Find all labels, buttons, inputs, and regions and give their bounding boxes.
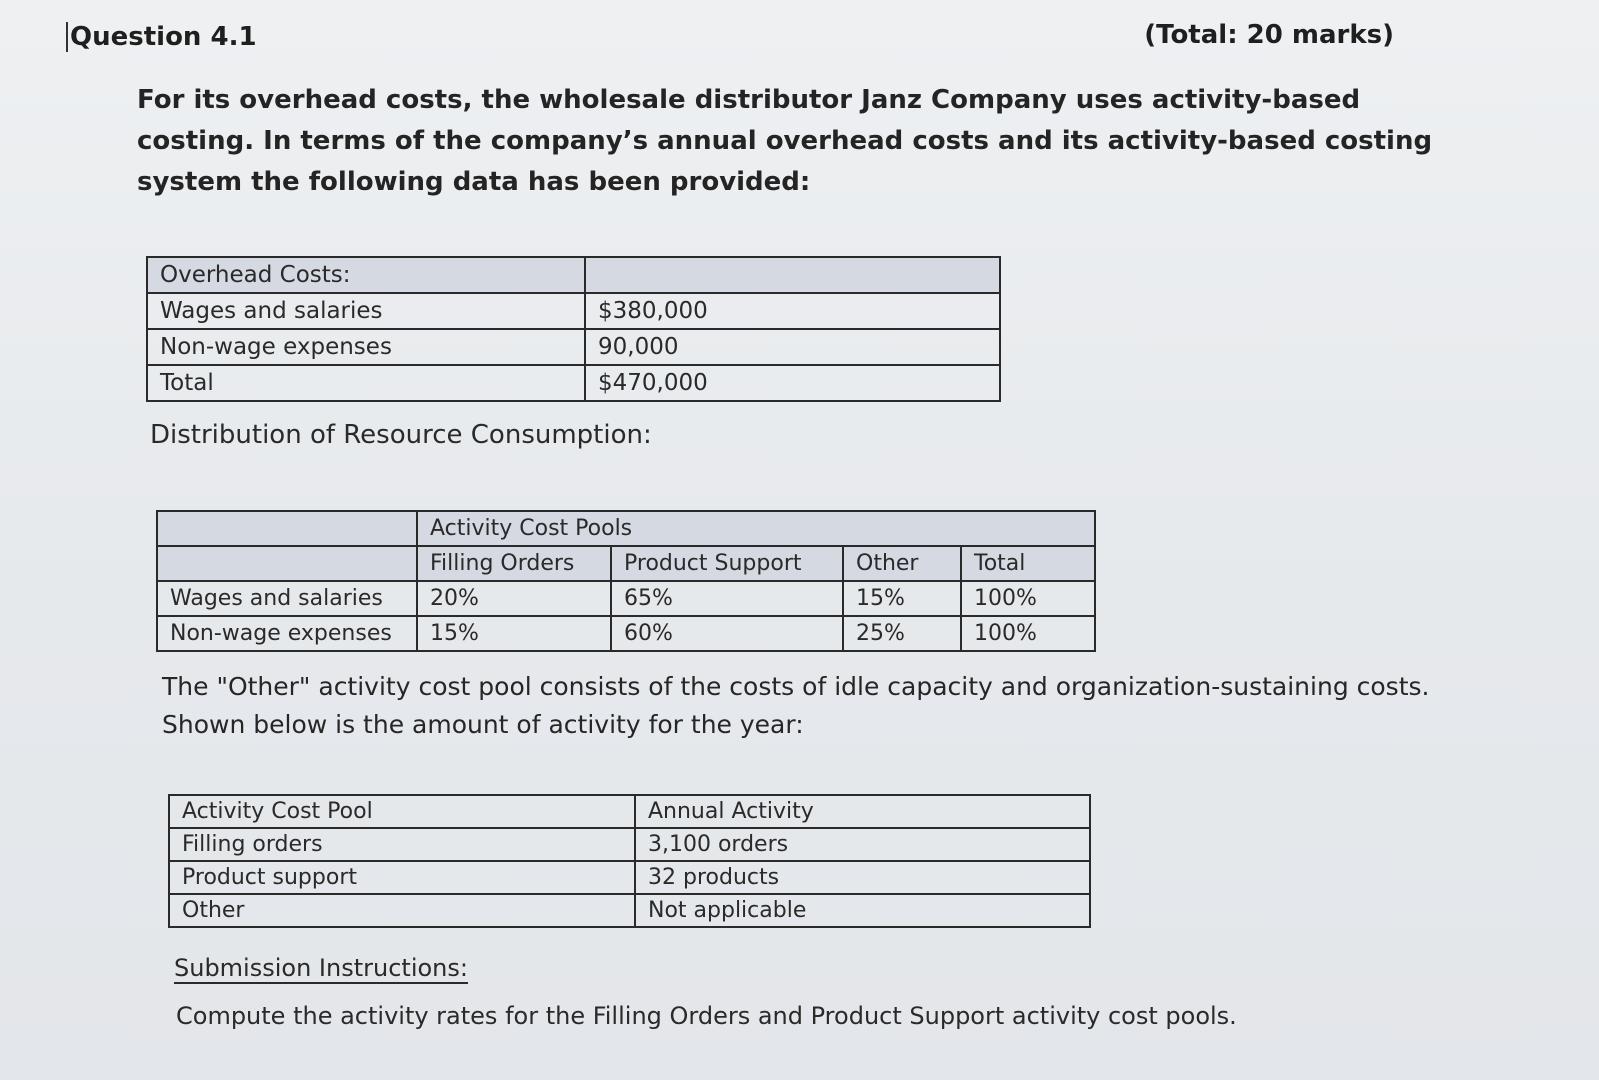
total-marks: (Total: 20 marks) xyxy=(1144,20,1394,50)
submission-title: Submission Instructions: xyxy=(174,954,468,982)
column-header: Other xyxy=(843,546,961,581)
overhead-label-cell: Total xyxy=(147,365,585,401)
table-row xyxy=(169,828,1090,861)
question-title: Question 4.1 xyxy=(66,22,257,52)
overhead-header-empty-cell xyxy=(585,257,1000,293)
percent-cell: 65% xyxy=(611,581,843,616)
table-row xyxy=(157,581,1095,616)
table-row xyxy=(169,894,1090,927)
percent-cell: 100% xyxy=(961,581,1095,616)
overhead-label-cell: Non-wage expenses xyxy=(147,329,585,365)
percent-cell: 60% xyxy=(611,616,843,651)
overhead-costs-table xyxy=(146,256,1001,402)
row-label-cell: Wages and salaries xyxy=(157,581,417,616)
pool-cell: Other xyxy=(169,894,635,927)
overhead-header-cell: Overhead Costs: xyxy=(147,257,585,293)
overhead-value-cell: $470,000 xyxy=(585,365,1000,401)
distribution-label: Distribution of Resource Consumption: xyxy=(150,420,652,450)
percent-cell: 25% xyxy=(843,616,961,651)
activity-cell: 3,100 orders xyxy=(635,828,1090,861)
percent-cell: 15% xyxy=(843,581,961,616)
table-row xyxy=(157,616,1095,651)
pool-cell: Product support xyxy=(169,861,635,894)
table-row xyxy=(147,293,1000,329)
overhead-label-cell: Wages and salaries xyxy=(147,293,585,329)
activity-cell: 32 products xyxy=(635,861,1090,894)
table-row xyxy=(169,795,1090,828)
percent-cell: 20% xyxy=(417,581,611,616)
column-header: Product Support xyxy=(611,546,843,581)
table-row xyxy=(169,861,1090,894)
pool-cell: Filling orders xyxy=(169,828,635,861)
column-header: Activity Cost Pool xyxy=(169,795,635,828)
table-row xyxy=(147,329,1000,365)
overhead-value-cell: 90,000 xyxy=(585,329,1000,365)
table-row xyxy=(147,257,1000,293)
activity-cell: Not applicable xyxy=(635,894,1090,927)
percent-cell: 100% xyxy=(961,616,1095,651)
overhead-value-cell: $380,000 xyxy=(585,293,1000,329)
column-header: Total xyxy=(961,546,1095,581)
distribution-table xyxy=(156,510,1096,652)
other-pool-note: The "Other" activity cost pool consists of the costs of idle capacity and organization-sustaining costs. Shown below is the amount of activity for the year: xyxy=(162,672,1430,739)
percent-cell: 15% xyxy=(417,616,611,651)
table-row xyxy=(147,365,1000,401)
intro-paragraph: For its overhead costs, the wholesale distributor Janz Company uses activity-based costing. In terms of the company’s annual overhead costs and its activity-based costing system the following data has been provided: xyxy=(137,85,1433,197)
table-row xyxy=(157,511,1095,546)
distribution-corner-cell xyxy=(157,511,417,546)
column-header: Filling Orders xyxy=(417,546,611,581)
column-header: Annual Activity xyxy=(635,795,1090,828)
activity-cost-pools-header: Activity Cost Pools xyxy=(417,511,1095,546)
row-label-cell: Non-wage expenses xyxy=(157,616,417,651)
table-row xyxy=(157,546,1095,581)
annual-activity-table xyxy=(168,794,1091,928)
distribution-corner-cell xyxy=(157,546,417,581)
submission-text: Compute the activity rates for the Filling Orders and Product Support activity cost pools. xyxy=(176,1002,1237,1030)
